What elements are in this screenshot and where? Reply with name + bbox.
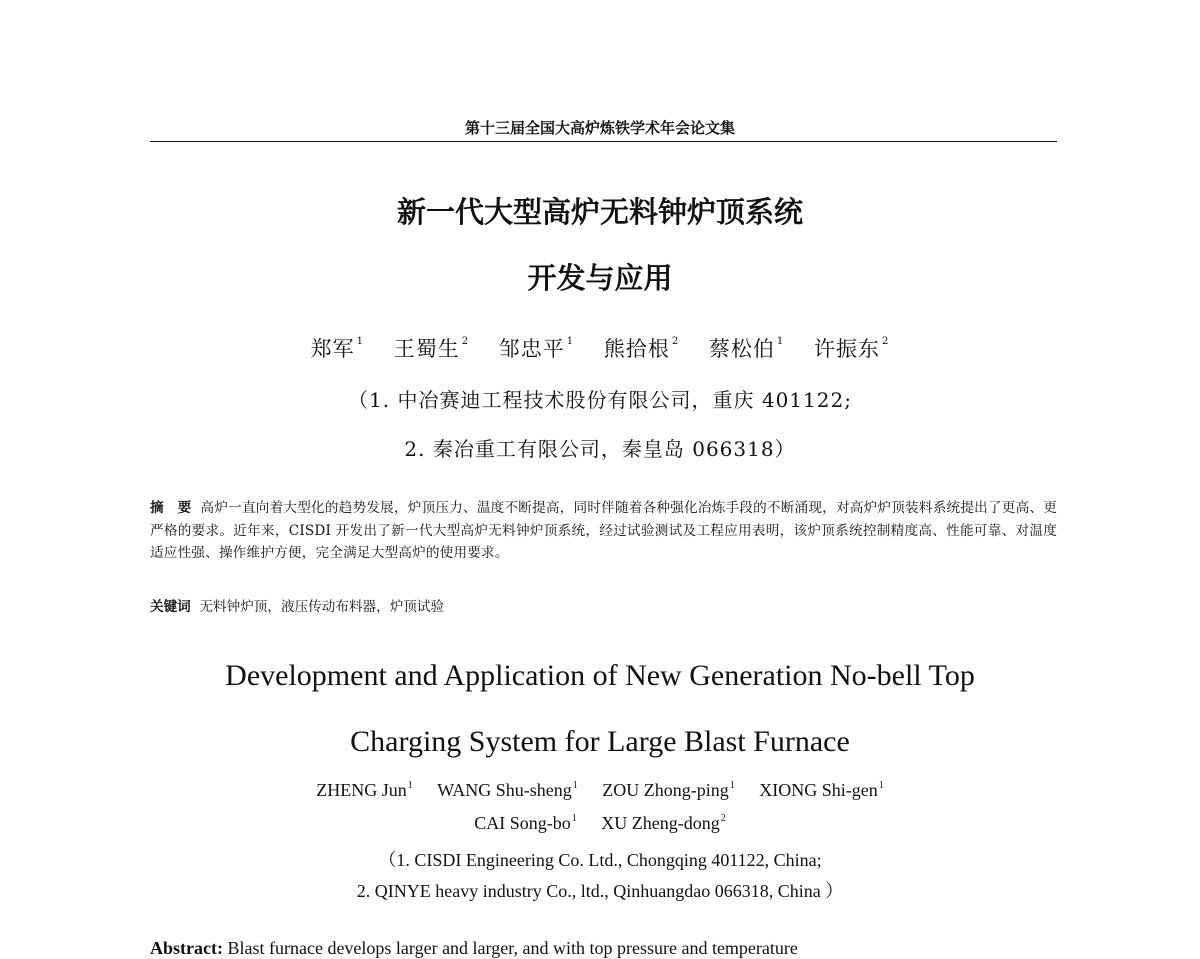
author-en: XIONG Shi-gen$^1$ (759, 780, 884, 800)
author-cn: 熊拾根 $^2$ (603, 336, 680, 361)
title-cn-line2: 开发与应用 (527, 261, 673, 295)
author-cn: 蔡松伯 $^1$ (708, 336, 785, 361)
title-cn-line1: 新一代大型高炉无料钟炉顶系统 (396, 195, 803, 229)
author-cn: 许振东 $^2$ (813, 336, 890, 361)
keywords-cn-text: 无料钟炉顶，液压传动布料器，炉顶试验 (199, 599, 445, 615)
abstract-cn-text: 高炉一直向着大型化的趋势发展，炉顶压力、温度不断提高，同时伴随着各种强化冶炼手段的不断涌现，对高炉炉顶装料系统提出了更高、更严格的要求。近年来，CISDI 开发出了新一代大型高炉无料钟炉顶系统，经过试验测试及工程应用表明，该炉顶系统控制精度高、性能可靠、对温度适应性强、操作维护方便，完全满足大型高炉的使用要求。 (150, 500, 1057, 561)
author-en: WANG Shu-sheng$^1$ (437, 780, 578, 800)
author-en: CAI Song-$bo^1$ (474, 813, 577, 833)
authors-en-row2 (0, 813, 1200, 834)
affiliation-cn-1: （1. 中冶赛迪工程技术股份有限公司，重庆 401122; (348, 388, 852, 412)
affiliation-en-2: 2. QINYE heavy industry Co., ltd., Qinhuangdao 066318, China ） (356, 881, 844, 901)
author-en: XU Zheng-dong$^2$ (601, 813, 726, 833)
authors-cn (0, 333, 1200, 363)
author-en: ZHENG Jun$^1$ (316, 780, 413, 800)
header-rule (150, 141, 1057, 142)
author-cn: 王蜀生 $^2$ (393, 336, 470, 361)
author-cn: 邹忠平 $^1$ (498, 336, 575, 361)
affiliation-cn-2: 2. 秦冶重工有限公司，秦皇岛 066318） (404, 437, 796, 461)
keywords-cn-label: 关键词 (150, 599, 191, 615)
affiliation-en-1: （1. CISDI Engineering Co. Ltd., Chongqing 401122, China; (378, 850, 822, 870)
abstract-cn (150, 497, 1057, 565)
keywords-cn (150, 596, 1057, 618)
abstract-en (150, 938, 1057, 959)
abstract-cn-label: 摘 要 (150, 500, 192, 516)
title-en-line2: Charging System for Large Blast Furnace (350, 725, 850, 758)
abstract-en-text: Blast furnace develops larger and larger, and with top pressure and temperature (227, 938, 798, 958)
abstract-en-label: Abstract: (150, 938, 223, 958)
running-header: 第十三届全国大高炉炼铁学术年会论文集 (464, 119, 735, 137)
authors-en-row1 (0, 780, 1200, 801)
author-en: ZOU Zhong-ping$^1$ (602, 780, 735, 800)
title-en-line1: Development and Application of New Generation No-bell Top (225, 659, 975, 692)
author-cn: 郑军 $^1$ (310, 336, 365, 361)
